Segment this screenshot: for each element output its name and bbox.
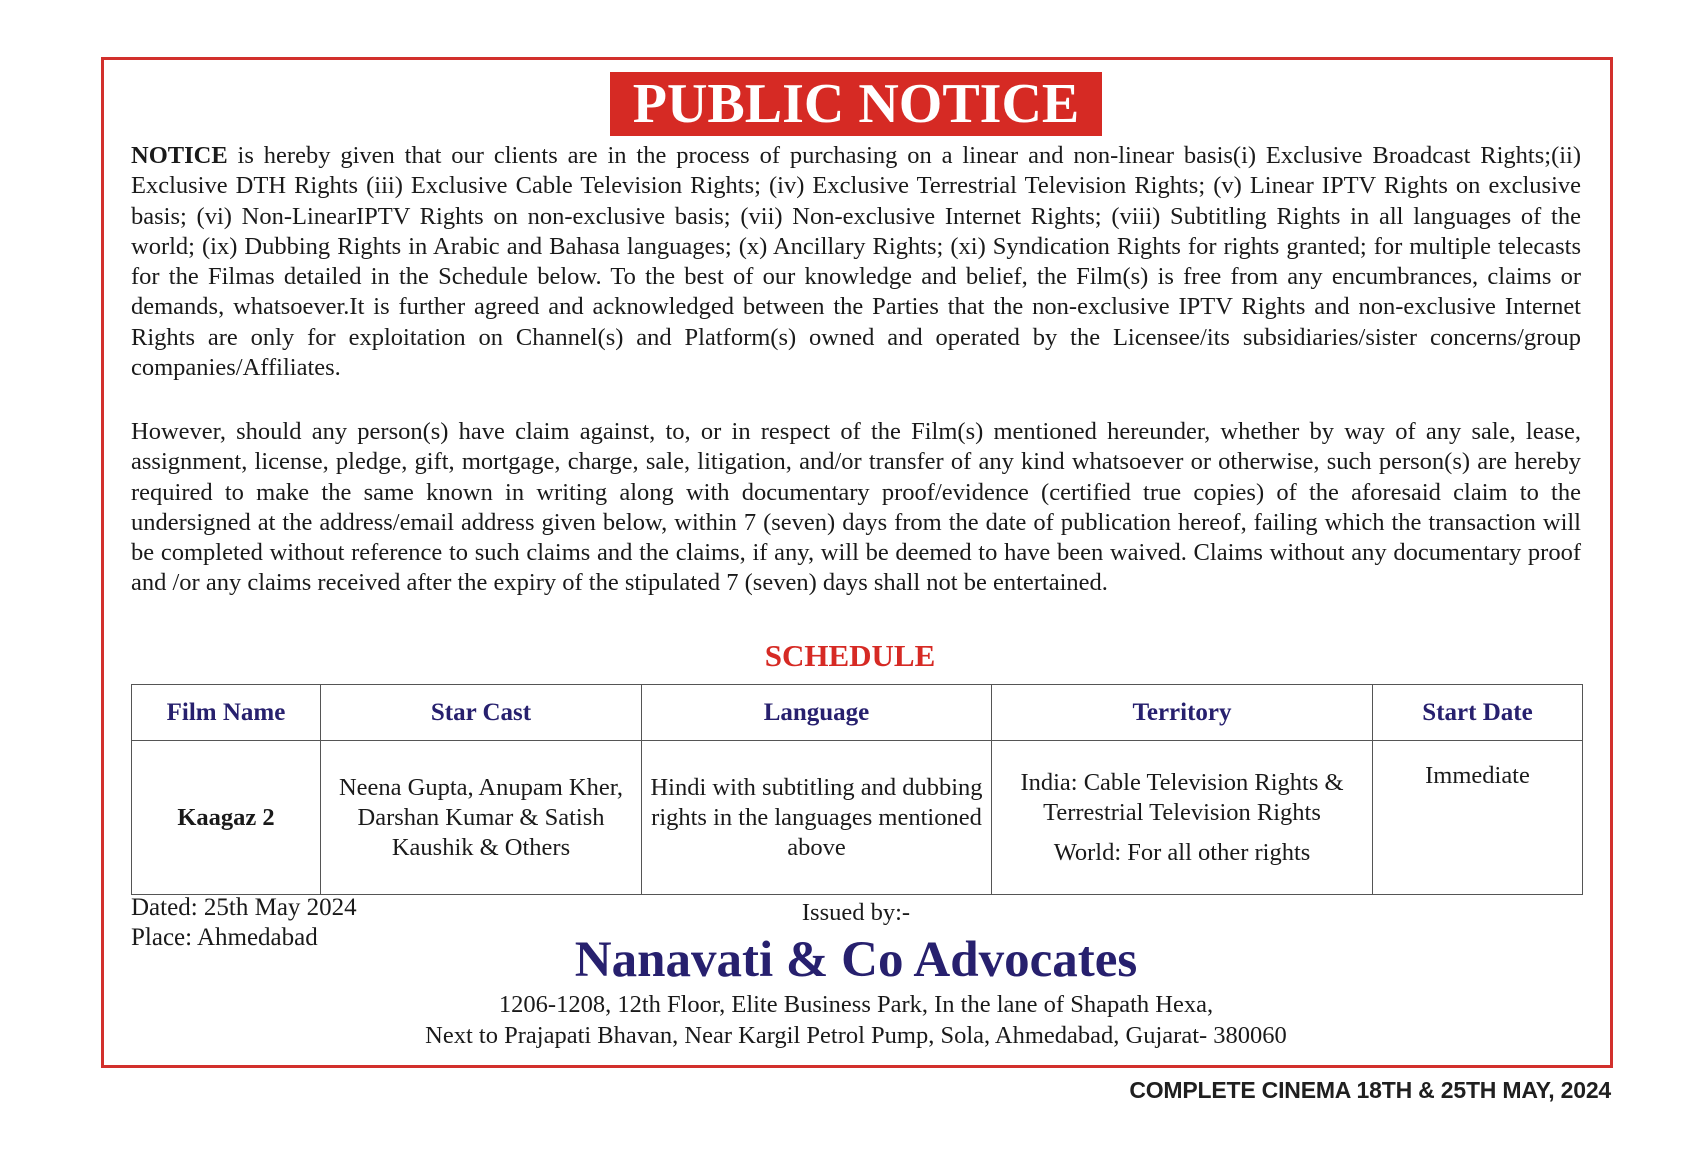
firm-name: Nanavati & Co Advocates	[574, 932, 1138, 988]
notice-lead-word: NOTICE	[131, 142, 228, 169]
schedule-title: SCHEDULE	[764, 638, 936, 673]
territory-world: World: For all other rights	[1053, 838, 1311, 866]
schedule-header-row	[132, 685, 1583, 741]
header-start-date: Start Date	[1373, 685, 1583, 741]
address-line-1: 1206-1208, 12th Floor, Elite Business Park, In the lane of Shapath Hexa,	[498, 991, 1214, 1018]
cell-territory	[992, 741, 1373, 895]
publication-footer: COMPLETE CINEMA 18TH & 25TH MAY, 2024	[1129, 1077, 1611, 1103]
schedule-table	[131, 684, 1583, 895]
notice-paragraph-2: However, should any person(s) have claim against, to, or in respect of the Film(s) mentioned hereunder, whether by way of any sale, lease, assignment, license, pledge, gift, mortgage, charge, sale, litigation, and/or transfer of any kind whatsoever or otherwise, such person(s) are hereby required to make the same known in writing along with documentary proof/evidence (certified true copies) of the aforesaid claim to the undersigned at the address/email address given below, within 7 (seven) days from the date of publication hereof, failing which the transaction will be completed without reference to such claims and the claims, if any, will be deemed to have been waived. Claims without any documentary proof and /or any claims received after the expiry of the stipulated 7 (seven) days shall not be entertained.	[131, 418, 1581, 597]
header-film-name: Film Name	[132, 685, 321, 741]
cell-start-date: Immediate	[1373, 741, 1583, 895]
table-row	[132, 741, 1583, 895]
header-language: Language	[642, 685, 992, 741]
address-line-2: Next to Prajapati Bhavan, Near Kargil Petrol Pump, Sola, Ahmedabad, Gujarat- 380060	[425, 1022, 1287, 1049]
notice-paragraph-1	[131, 141, 1581, 383]
notice-paragraph-1-text: is hereby given that our clients are in the process of purchasing on a linear and non-linear basis(i) Exclusive Broadcast Rights;(ii) Exclusive DTH Rights (iii) Exclusive Cable Television Rights; (iv) Exclusive Terrestrial Television Rights; (v) Linear IPTV Rights on exclusive basis; (vi) Non-LinearIPTV Rights on non-exclusive basis; (vii) Non-exclusive Internet Rights; (viii) Subtitling Rights in all languages of the world; (ix) Dubbing Rights in Arabic and Bahasa languages; (x) Ancillary Rights; (xi) Syndication Rights for rights granted; for multiple telecasts for the Filmas detailed in the Schedule below. To the best of our knowledge and belief, the Film(s) is free from any encumbrances, claims or demands, whatsoever.It is further agreed and acknowledged between the Parties that the non-exclusive IPTV Rights and non-exclusive Internet Rights are only for exploitation on Channel(s) and Platform(s) owned and operated by the Licensee/its subsidiaries/sister concerns/group companies/Affiliates.	[131, 142, 1581, 382]
dated-text: Dated: 25th May 2024	[131, 894, 357, 921]
cell-language: Hindi with subtitling and dubbing rights in the languages mentioned above	[642, 741, 992, 895]
cell-film-name: Kaagaz 2	[132, 741, 321, 895]
header-star-cast: Star Cast	[321, 685, 642, 741]
territory-india: India: Cable Television Rights & Terrestrial Television Rights	[1020, 768, 1344, 826]
header-territory: Territory	[992, 685, 1373, 741]
notice-title: PUBLIC NOTICE	[610, 72, 1102, 136]
cell-star-cast: Neena Gupta, Anupam Kher, Darshan Kumar & Satish Kaushik & Others	[321, 741, 642, 895]
place-text: Place: Ahmedabad	[131, 924, 318, 951]
issued-by-label: Issued by:-	[801, 899, 911, 926]
